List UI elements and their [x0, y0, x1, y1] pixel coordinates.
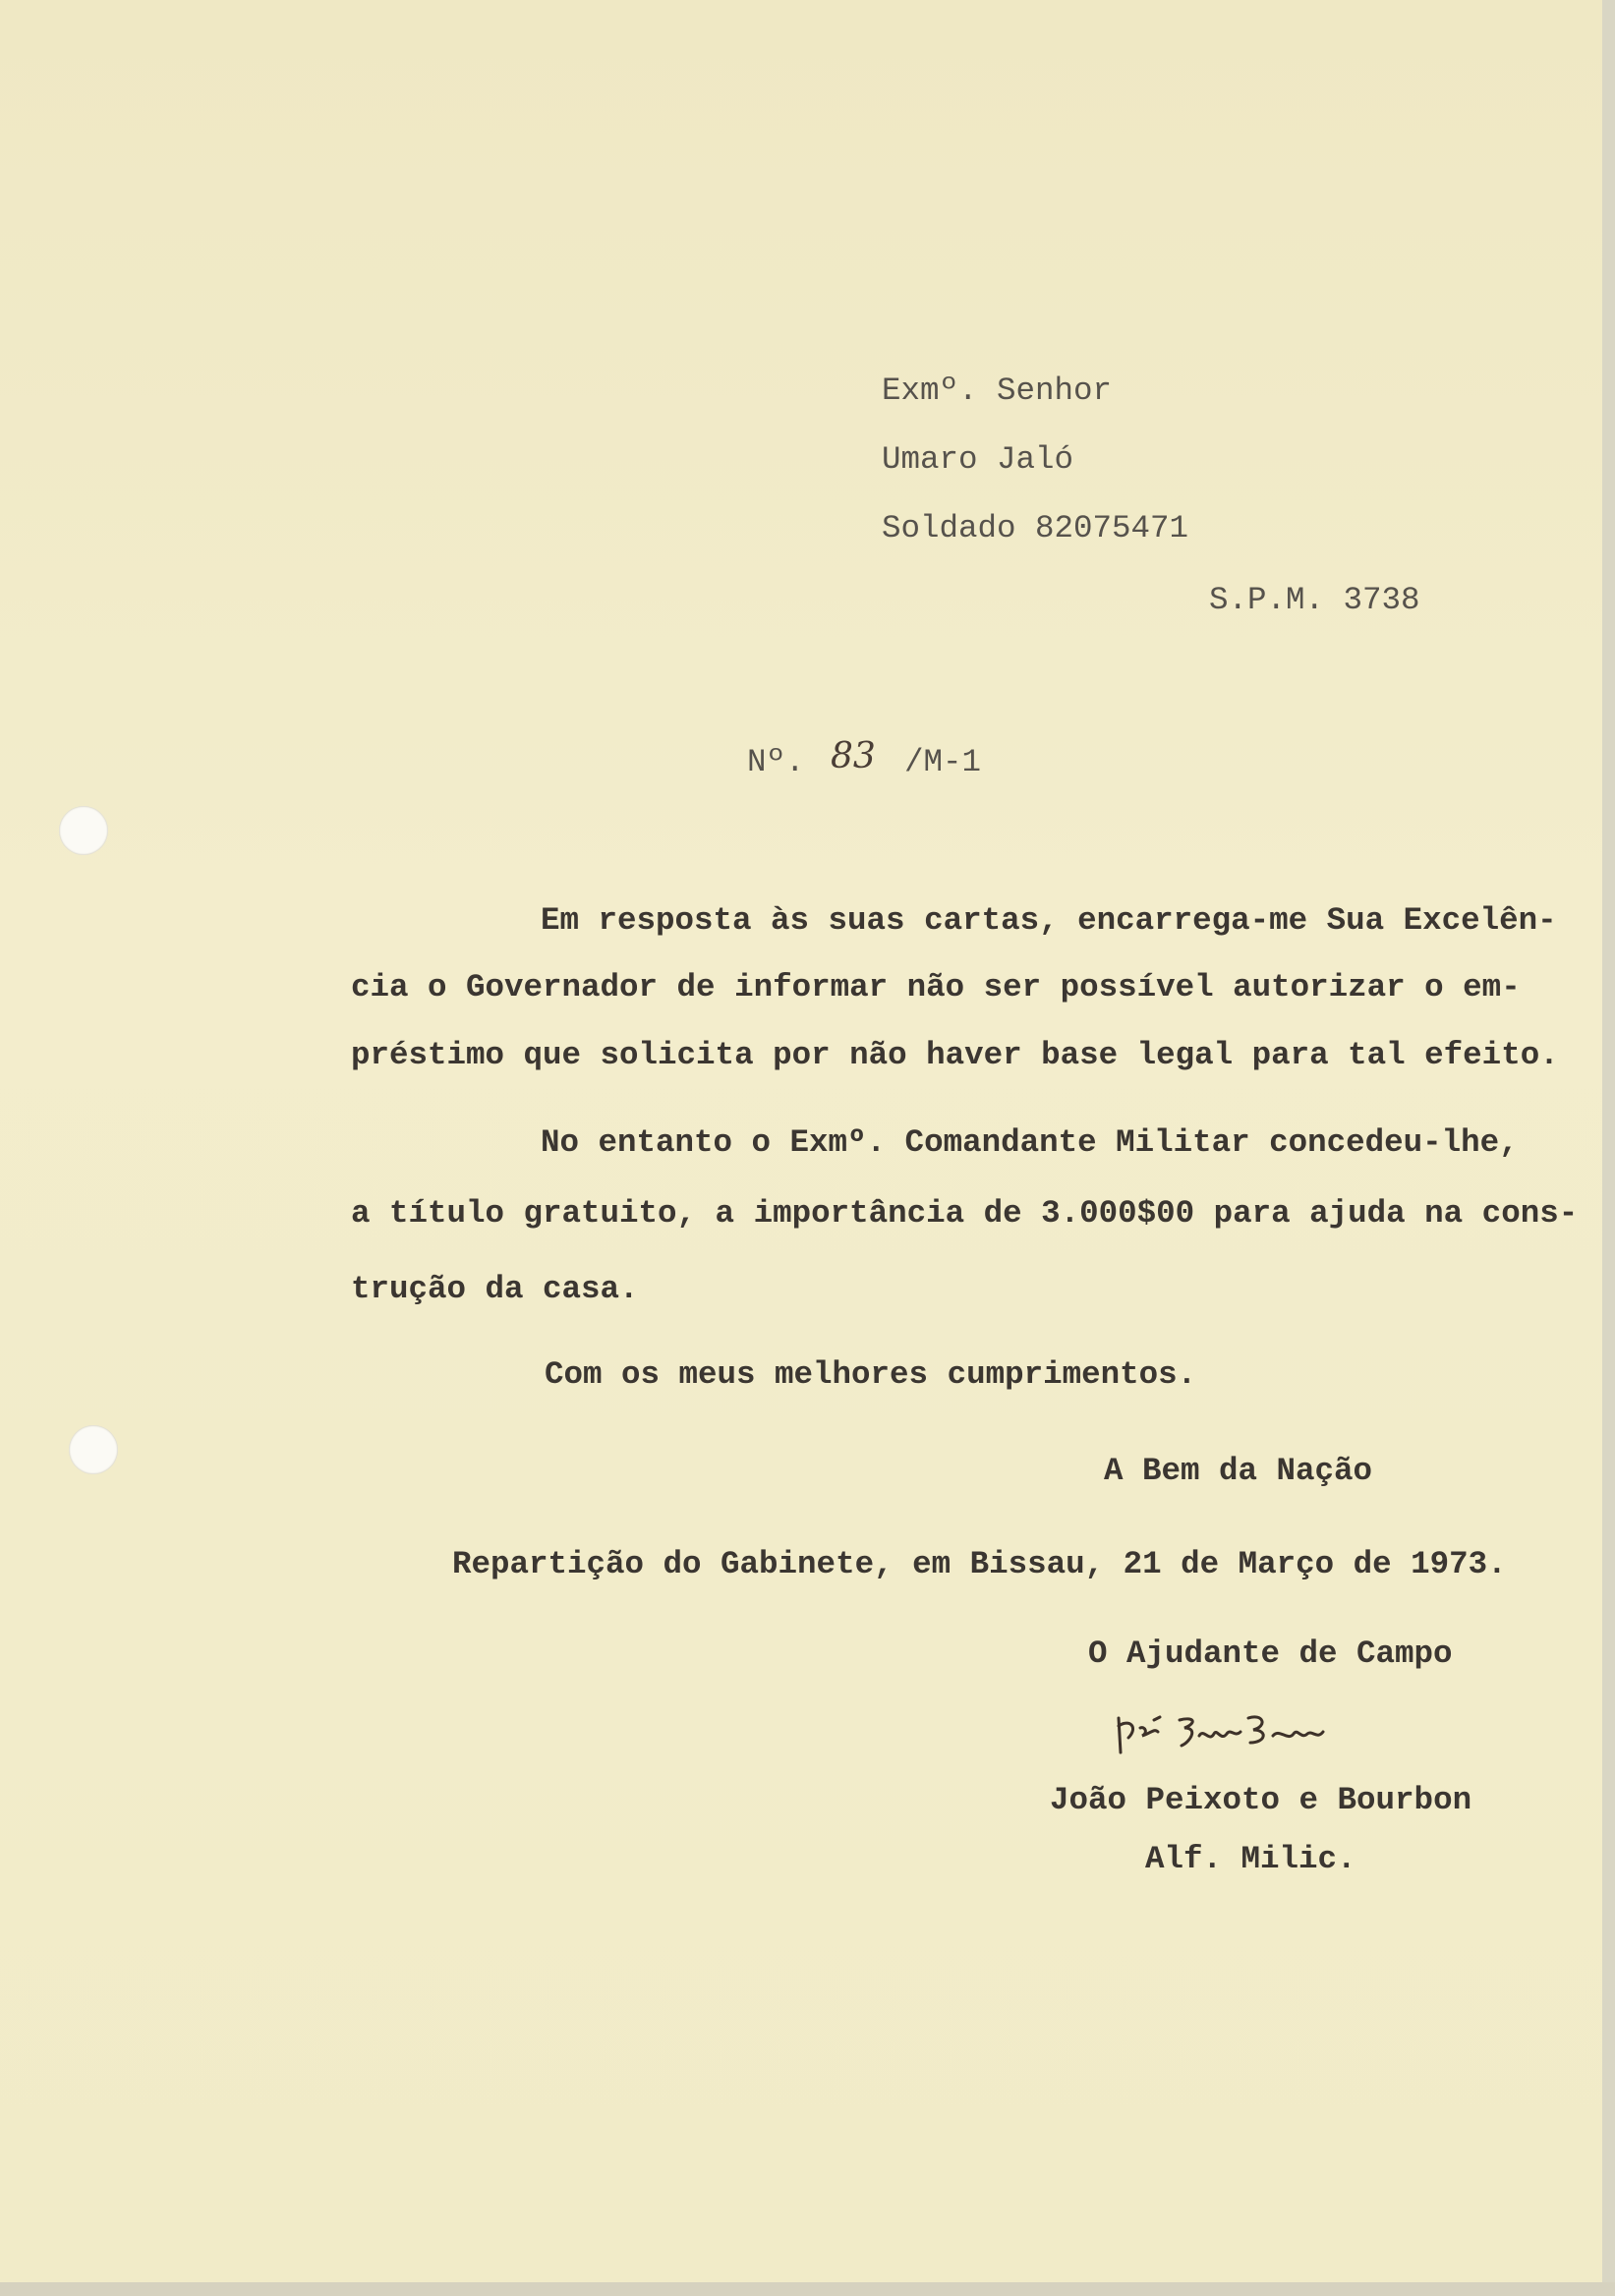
place-date: Repartição do Gabinete, em Bissau, 21 de Março de 1973.	[452, 1546, 1507, 1582]
punch-hole-top	[59, 806, 108, 855]
paragraph2-line: No entanto o Exmº. Comandante Militar concedeu-lhe,	[541, 1124, 1519, 1161]
paragraph1-line: cia o Governador de informar não ser possível autorizar o em-	[351, 969, 1521, 1005]
paragraph2-line: a título gratuito, a importância de 3.000$00 para ajuda na cons-	[351, 1195, 1579, 1232]
spm-number: S.P.M. 3738	[1209, 582, 1420, 618]
scan-edge-bottom	[0, 2282, 1615, 2296]
salutation: Exmº. Senhor	[882, 373, 1113, 409]
reference-prefix: Nº.	[747, 744, 805, 780]
paragraph1-line: préstimo que solicita por não haver base legal para tal efeito.	[351, 1037, 1559, 1073]
signer-title: O Ajudante de Campo	[1088, 1636, 1453, 1672]
paragraph2-line: trução da casa.	[351, 1271, 639, 1307]
recipient-name: Umaro Jaló	[882, 441, 1074, 478]
signer-name: João Peixoto e Bourbon	[1050, 1782, 1472, 1818]
reference-number: 83	[831, 736, 876, 776]
scan-edge-right	[1602, 0, 1615, 2296]
recipient-rank: Soldado 82075471	[882, 510, 1189, 546]
motto: A Bem da Nação	[1104, 1453, 1373, 1489]
paragraph1-line: Em resposta às suas cartas, encarrega-me Sua Excelên-	[541, 902, 1557, 939]
signer-rank: Alf. Milic.	[1145, 1841, 1356, 1877]
handwritten-signature	[1111, 1698, 1406, 1777]
punch-hole-bottom	[69, 1425, 118, 1474]
reference-suffix: /M-1	[904, 744, 982, 780]
closing: Com os meus melhores cumprimentos.	[545, 1356, 1197, 1393]
